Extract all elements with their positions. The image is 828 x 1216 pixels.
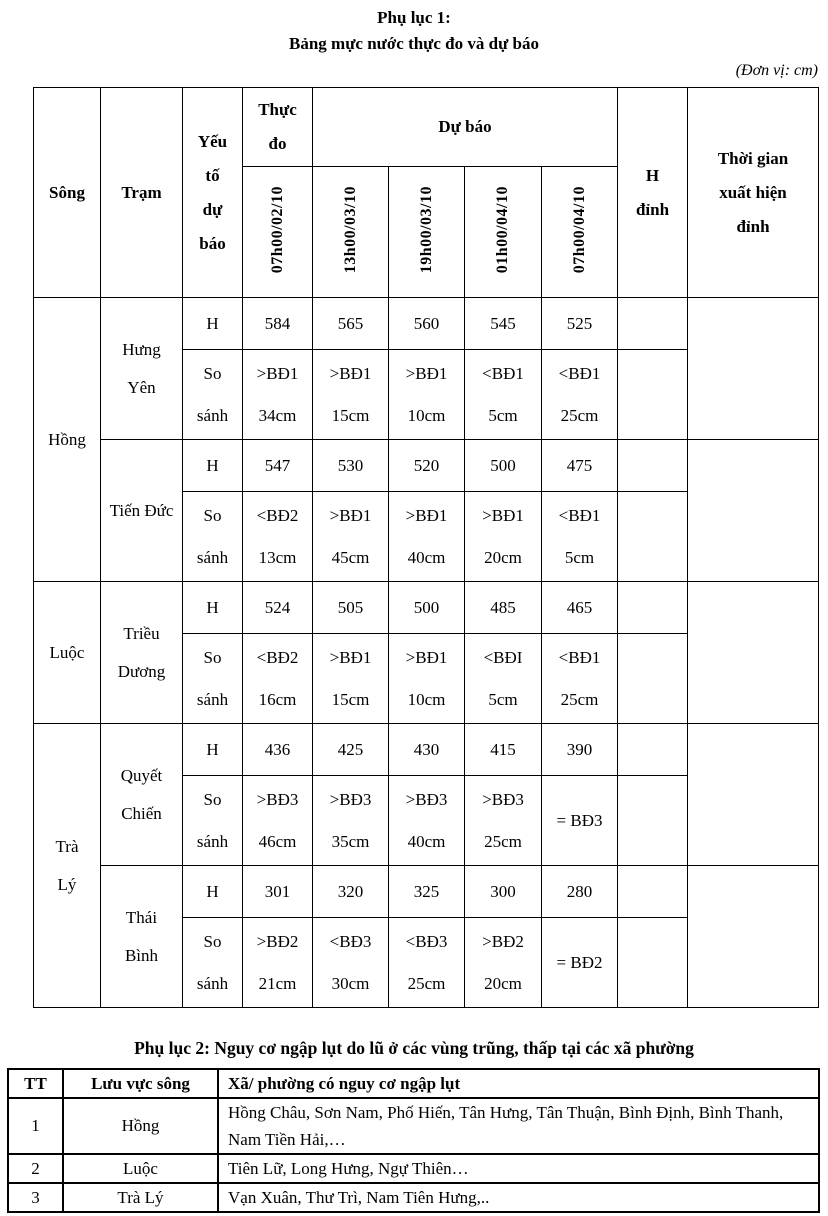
peak-time-cell [688, 298, 819, 440]
row-label-so-sanh: So sánh [183, 776, 243, 866]
h-value: 300 [465, 866, 542, 918]
header-time-col-1 [313, 167, 389, 298]
station-name-thai-binh: Thái Bình [101, 866, 183, 1008]
comparison-cell: <BĐ1 25cm [542, 634, 618, 724]
header-yeu-to-du-bao [183, 88, 243, 298]
h-value: 325 [389, 866, 465, 918]
appendix1-title: Phụ lục 1: [377, 8, 451, 27]
risk-areas: Hồng Châu, Sơn Nam, Phố Hiến, Tân Hưng, Tân Thuận, Bình Định, Bình Thanh, Nam Tiền Hải,… [218, 1098, 819, 1154]
comparison-cell: <BĐ1 5cm [465, 350, 542, 440]
flood-risk-table [7, 1068, 820, 1213]
comparison-cell: <BĐI 5cm [465, 634, 542, 724]
comparison-cell: >BĐ1 34cm [243, 350, 313, 440]
row-label-h: H [183, 866, 243, 918]
header-song: Sông [34, 88, 101, 298]
h-value: 560 [389, 298, 465, 350]
table-row [8, 1098, 819, 1154]
peak-time-cell [688, 582, 819, 724]
h-value: 415 [465, 724, 542, 776]
time-label-0: 07h00/02/10 [268, 185, 286, 274]
peak-h-cell [618, 776, 688, 866]
h-value: 465 [542, 582, 618, 634]
header-h-dinh-label: H đỉnh [635, 165, 670, 219]
river-name-hong: Hồng [34, 298, 101, 582]
header-h-dinh [618, 88, 688, 298]
comparison-cell: >BĐ3 35cm [313, 776, 389, 866]
peak-time-cell [688, 440, 819, 582]
appendix1-subtitle: Bảng mực nước thực đo và dự báo [289, 34, 539, 53]
peak-h-cell [618, 918, 688, 1008]
peak-h-cell [618, 440, 688, 492]
unit-note: (Đơn vị: cm) [735, 62, 818, 79]
h-value: 436 [243, 724, 313, 776]
h-value: 565 [313, 298, 389, 350]
time-label-3: 01h00/04/10 [494, 185, 511, 274]
document-page [0, 5, 828, 1216]
header-du-bao: Dự báo [313, 88, 618, 167]
peak-h-cell [618, 582, 688, 634]
row-label-so-sanh: So sánh [183, 350, 243, 440]
station-name-hung-yen: Hưng Yên [101, 298, 183, 440]
comparison-cell: <BĐ1 5cm [542, 492, 618, 582]
river-name-luoc: Luộc [34, 582, 101, 724]
row-label-h: H [183, 582, 243, 634]
comparison-cell: <BĐ3 25cm [389, 918, 465, 1008]
h-value: 520 [389, 440, 465, 492]
comparison-cell: >BĐ1 10cm [389, 350, 465, 440]
row-label-so-sanh: So sánh [183, 492, 243, 582]
time-label-2: 19h00/03/10 [417, 185, 435, 274]
row-number: 2 [8, 1154, 63, 1183]
header-thuc-do [243, 88, 313, 167]
h-value: 524 [243, 582, 313, 634]
header-yeu-to-du-bao-label: Yếu tố dự báo [197, 131, 228, 253]
header-time-col-3 [465, 167, 542, 298]
comparison-cell: >BĐ1 15cm [313, 634, 389, 724]
h-value: 500 [389, 582, 465, 634]
comparison-cell: <BĐ1 25cm [542, 350, 618, 440]
comparison-cell: <BĐ3 30cm [313, 918, 389, 1008]
h-value: 530 [313, 440, 389, 492]
comparison-cell: <BĐ2 16cm [243, 634, 313, 724]
time-label-1: 13h00/03/10 [341, 185, 359, 274]
header-tram: Trạm [101, 88, 183, 298]
river-basin-luoc: Luộc [63, 1154, 218, 1183]
header-time-col-2 [389, 167, 465, 298]
row-label-h: H [183, 724, 243, 776]
station-name-quyet-chien: Quyết Chiến [101, 724, 183, 866]
comparison-cell: >BĐ2 20cm [465, 918, 542, 1008]
comparison-cell: >BĐ1 20cm [465, 492, 542, 582]
h-value: 280 [542, 866, 618, 918]
h-value: 301 [243, 866, 313, 918]
header-time-col-4 [542, 167, 618, 298]
water-level-table [33, 87, 819, 1008]
comparison-cell: = BĐ3 [542, 776, 618, 866]
river-basin-hong: Hồng [63, 1098, 218, 1154]
peak-time-cell [688, 866, 819, 1008]
header-thoi-gian-label: Thời gian xuất hiện đỉnh [717, 148, 789, 236]
peak-h-cell [618, 634, 688, 724]
peak-h-cell [618, 724, 688, 776]
h-value: 584 [243, 298, 313, 350]
h-value: 475 [542, 440, 618, 492]
h-value: 525 [542, 298, 618, 350]
comparison-cell: >BĐ3 46cm [243, 776, 313, 866]
peak-h-cell [618, 492, 688, 582]
header-thoi-gian [688, 88, 819, 298]
header-xa-phuong: Xã/ phường có nguy cơ ngập lụt [218, 1069, 819, 1098]
river-basin-tra-ly: Trà Lý [63, 1183, 218, 1212]
peak-h-cell [618, 298, 688, 350]
h-value: 500 [465, 440, 542, 492]
peak-h-cell [618, 350, 688, 440]
comparison-cell: >BĐ1 10cm [389, 634, 465, 724]
comparison-cell: >BĐ3 40cm [389, 776, 465, 866]
comparison-cell: >BĐ2 21cm [243, 918, 313, 1008]
row-label-so-sanh: So sánh [183, 918, 243, 1008]
h-value: 505 [313, 582, 389, 634]
row-label-h: H [183, 298, 243, 350]
comparison-cell: >BĐ1 45cm [313, 492, 389, 582]
row-label-so-sanh: So sánh [183, 634, 243, 724]
h-value: 547 [243, 440, 313, 492]
peak-h-cell [618, 866, 688, 918]
row-label-h: H [183, 440, 243, 492]
h-value: 425 [313, 724, 389, 776]
comparison-cell: >BĐ1 15cm [313, 350, 389, 440]
station-name-tien-duc: Tiến Đức [101, 440, 183, 582]
header-luu-vuc-song: Lưu vực sông [63, 1069, 218, 1098]
header-tt: TT [8, 1069, 63, 1098]
row-number: 3 [8, 1183, 63, 1212]
h-value: 545 [465, 298, 542, 350]
table-row [8, 1183, 819, 1212]
river-name-tra-ly: Trà Lý [34, 724, 101, 1008]
h-value: 430 [389, 724, 465, 776]
risk-areas: Tiên Lữ, Long Hưng, Ngự Thiên… [218, 1154, 819, 1183]
header-time-col-0 [243, 167, 313, 298]
comparison-cell: >BĐ3 25cm [465, 776, 542, 866]
comparison-cell: <BĐ2 13cm [243, 492, 313, 582]
peak-time-cell [688, 724, 819, 866]
time-label-4: 07h00/04/10 [570, 185, 588, 274]
risk-areas: Vạn Xuân, Thư Trì, Nam Tiên Hưng,.. [218, 1183, 819, 1212]
header-thuc-do-label: Thực đo [258, 100, 297, 153]
h-value: 390 [542, 724, 618, 776]
h-value: 485 [465, 582, 542, 634]
table-row [8, 1154, 819, 1183]
appendix2-title: Phụ lục 2: Nguy cơ ngập lụt do lũ ở các vùng trũng, thấp tại các xã phường [134, 1038, 694, 1058]
station-name-trieu-duong: Triều Dương [101, 582, 183, 724]
row-number: 1 [8, 1098, 63, 1154]
comparison-cell: = BĐ2 [542, 918, 618, 1008]
h-value: 320 [313, 866, 389, 918]
comparison-cell: >BĐ1 40cm [389, 492, 465, 582]
